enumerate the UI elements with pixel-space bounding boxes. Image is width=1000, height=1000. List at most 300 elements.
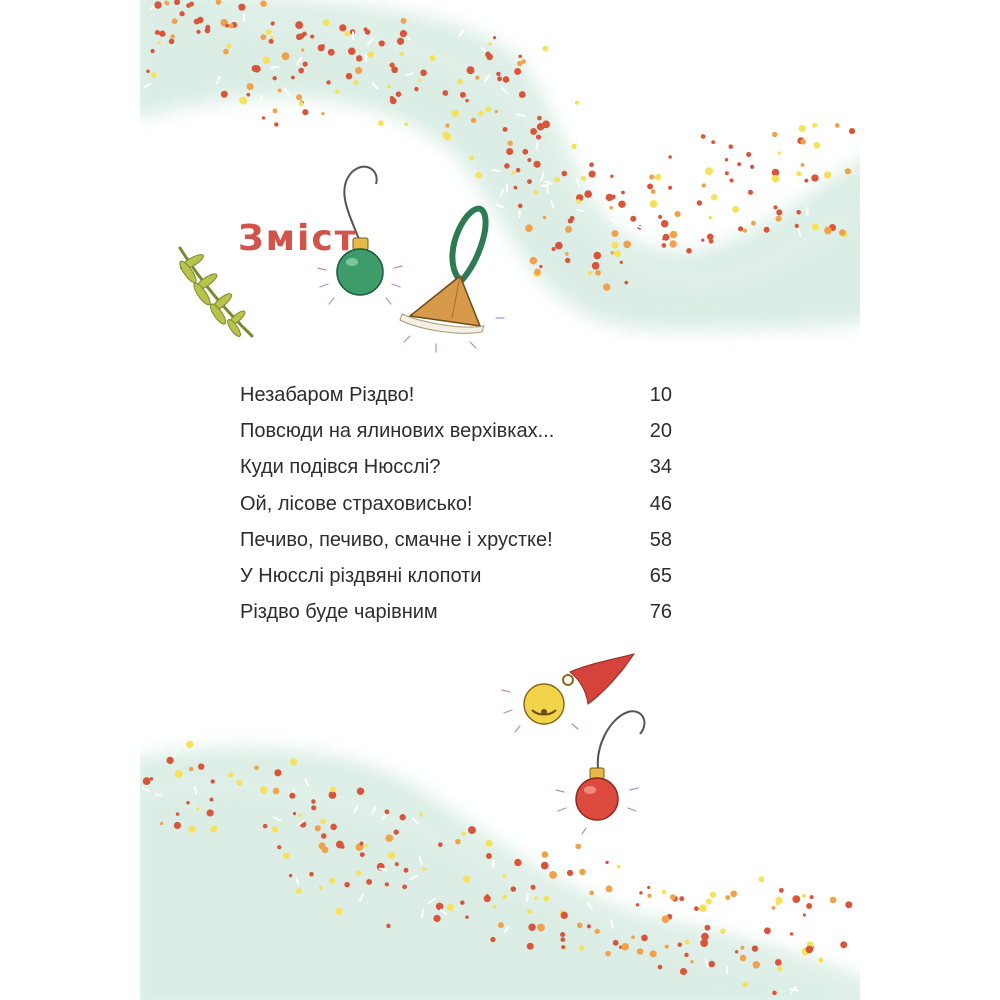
confetti-dot [575,101,579,105]
confetti-dot [725,171,729,175]
confetti-dot [422,910,423,917]
confetti-dot [389,62,394,67]
confetti-dot [835,123,840,128]
confetti-dot [198,763,204,769]
confetti-dot [404,868,409,873]
confetti-dot [504,163,510,169]
confetti-dot [356,871,361,876]
confetti-dot [799,125,806,132]
confetti-dot [641,935,648,942]
confetti-dot [605,861,608,864]
confetti-dot [329,878,335,884]
confetti-dot [386,924,390,928]
confetti-dot [318,44,325,51]
confetti-dot [274,769,281,776]
confetti-dot [175,770,183,778]
confetti-dot [746,152,751,157]
confetti-dot [221,91,228,98]
pine-sprig-icon [177,248,252,338]
toc-entry-title: Незабаром Різдво! [240,384,415,406]
confetti-dot [186,741,193,748]
confetti-dot [430,55,436,61]
confetti-dot [273,788,280,795]
confetti-dot [612,230,619,237]
confetti-dot [238,4,245,11]
confetti-dot [277,845,281,849]
confetti-dot [662,890,667,895]
confetti-dot [764,927,771,934]
confetti-dot [849,128,855,134]
confetti-dot [617,865,621,869]
confetti-dot [680,968,687,975]
confetti-dot [847,925,848,932]
confetti-dot [658,965,663,970]
confetti-dot [795,224,799,228]
confetti-dot [565,258,570,263]
confetti-dot [730,178,734,182]
confetti-dot [239,97,247,105]
confetti-dot [348,47,355,54]
confetti-dot [587,924,591,928]
bottom-glitter-ribbon [140,748,860,1000]
confetti-dot [777,966,783,972]
confetti-dot [356,55,363,62]
confetti-dot [521,59,526,64]
confetti-dot [764,227,770,233]
confetti-dot [189,767,194,772]
confetti-dot [246,93,250,97]
confetti-dot [812,123,817,128]
confetti-dot [335,89,339,93]
confetti-dot [420,70,427,77]
toc-entry-page: 46 [649,492,672,515]
confetti-dot [433,915,440,922]
confetti-dot [824,171,831,178]
confetti-dot [588,271,593,276]
confetti-dot [735,950,738,953]
confetti-dot [818,958,823,963]
confetti-dot [379,40,385,46]
confetti-dot [536,135,541,140]
confetti-dot [611,242,618,249]
confetti-dot [658,215,662,219]
confetti-dot [800,163,804,167]
confetti-dot [606,885,613,892]
confetti-dot [260,0,267,7]
confetti-dot [442,132,448,138]
confetti-dot [475,172,482,179]
confetti-dot [674,211,680,217]
confetti-dot [447,904,454,911]
confetti-dot [310,35,314,39]
confetti-dot [485,840,492,847]
confetti-dot [360,852,365,857]
confetti-dot [778,151,782,155]
confetti-dot [336,841,344,849]
confetti-dot [775,897,782,904]
confetti-dot [720,928,726,934]
confetti-dot [223,49,229,55]
confetti-dot [516,168,521,173]
confetti-dot [792,895,800,903]
confetti-dot [525,224,533,232]
confetti-dot [840,941,847,948]
confetti-dot [534,190,539,195]
confetti-dot [527,179,532,184]
confetti-dot [561,912,568,919]
confetti-dot [299,33,305,39]
confetti-dot [542,120,550,128]
confetti-dot [290,759,297,766]
confetti-dot [503,127,508,132]
confetti-dot [401,18,407,24]
confetti-dot [810,895,814,899]
confetti-dot [289,874,292,877]
confetti-dot [503,76,510,83]
confetti-dot [283,853,290,860]
confetti-dot [711,146,718,148]
confetti-dot [296,888,302,894]
confetti-dot [503,895,508,900]
confetti-dot [752,945,758,951]
confetti-dot [493,904,497,908]
confetti-dot [384,809,389,814]
confetti-dot [196,30,200,34]
confetti-dot [693,245,700,247]
confetti-dot [388,852,395,859]
confetti-dot [357,788,364,795]
confetti-dot [647,894,651,898]
confetti-dot [210,798,214,802]
confetti-dot [518,204,523,209]
toc-entry[interactable] [240,420,672,456]
confetti-dot [605,951,611,957]
confetti-dot [229,23,234,28]
confetti-dot [560,932,565,937]
confetti-dot [730,891,737,898]
confetti-dot [813,142,820,149]
confetti-dot [662,243,667,248]
confetti-dot [228,772,234,778]
confetti-dot [701,238,704,241]
confetti-dot [471,118,476,123]
confetti-dot [610,195,615,200]
confetti-dot [560,937,565,942]
confetti-dot [445,123,449,127]
confetti-dot [779,888,784,893]
confetti-dot [247,83,254,90]
confetti-dot [414,87,418,91]
confetti-dot [492,170,499,171]
confetti-dot [355,67,362,74]
confetti-dot [205,28,211,34]
confetti-dot [663,234,670,241]
confetti-dot [705,167,713,175]
toc-entry-title: Повсюди на ялинових верхівках... [240,420,555,443]
confetti-dot [565,252,569,256]
confetti-dot [750,165,754,169]
confetti-dot [589,162,594,167]
confetti-dot [684,939,689,944]
confetti-dot [387,85,391,89]
confetti-dot [611,219,617,223]
confetti-dot [160,822,163,825]
confetti-dot [253,65,260,72]
confetti-dot [353,80,358,85]
confetti-dot [506,148,513,155]
toc-entry[interactable] [240,565,672,601]
confetti-dot [493,36,496,39]
confetti-dot [737,162,741,166]
confetti-dot [468,826,476,834]
confetti-dot [315,825,321,831]
confetti-dot [568,218,573,223]
confetti-dot [226,44,231,49]
confetti-dot [225,24,229,28]
confetti-dot [571,144,577,150]
confetti-dot [776,209,782,215]
confetti-dot [438,842,443,847]
confetti-dot [537,924,545,932]
confetti-dot [702,183,706,187]
confetti-dot [323,19,330,26]
toc-entry[interactable] [240,529,672,565]
confetti-dot [278,89,282,93]
confetti-dot [678,942,682,946]
confetti-dot [311,107,316,112]
confetti-dot [705,925,711,931]
confetti-dot [684,953,688,957]
confetti-dot [263,56,270,63]
toc-entry-page: 76 [649,601,672,624]
confetti-dot [796,210,801,215]
toc-entry[interactable] [240,493,672,529]
confetti-dot [830,897,837,904]
cone-ornament-icon [400,209,504,352]
confetti-dot [547,186,548,193]
confetti-dot [330,824,337,831]
confetti-dot [650,950,657,957]
confetti-dot [592,262,600,270]
confetti-dot [261,34,267,40]
confetti-dot [339,24,346,31]
confetti-dot [461,832,465,836]
confetti-dot [452,110,459,117]
confetti-dot [690,960,693,963]
confetti-dot [796,171,801,176]
confetti-dot [751,221,756,226]
confetti-dot [176,812,179,815]
confetti-dot [328,49,335,56]
toc-entry-page: 58 [649,528,672,551]
confetti-dot [530,128,537,135]
confetti-dot [211,779,215,783]
confetti-dot [519,91,526,98]
confetti-dot [522,149,528,155]
confetti-dot [151,72,157,78]
page-title: Зміст [238,218,358,259]
confetti-dot [282,52,290,60]
confetti-dot [164,1,168,5]
confetti-dot [318,842,325,849]
confetti-dot [687,891,691,897]
confetti-dot [697,200,702,205]
confetti-dot [742,982,747,987]
confetti-dot [608,185,614,189]
confetti-dot [630,216,636,222]
confetti-dot [725,158,729,162]
confetti-dot [662,915,670,923]
confetti-dot [668,155,672,159]
confetti-dot [289,793,295,799]
confetti-dot [527,158,531,162]
confetti-dot [701,134,706,139]
confetti-dot [748,190,753,195]
confetti-dot [579,945,584,950]
confetti-dot [636,903,639,906]
toc-entry[interactable] [240,384,672,420]
confetti-dot [647,183,653,189]
confetti-dot [465,99,469,103]
confetti-dot [527,943,534,950]
confetti-dot [812,223,819,230]
confetti-dot [706,898,712,904]
confetti-dot [390,96,394,100]
confetti-dot [186,801,190,805]
confetti-dot [146,69,150,73]
confetti-dot [460,92,466,98]
confetti-dot [296,94,302,100]
confetti-dot [541,862,549,870]
confetti-dot [293,812,296,815]
confetti-dot [189,2,194,7]
confetti-dot [711,194,717,200]
confetti-dot [679,896,684,901]
toc-entry-title: У Нюсслі різдвяні клопоти [240,564,482,587]
confetti-dot [158,41,161,44]
confetti-dot [806,946,814,954]
confetti-dot [610,175,613,178]
confetti-dot [732,206,739,213]
toc-entry-page: 65 [649,564,672,587]
confetti-dot [639,891,642,894]
confetti-dot [710,892,716,898]
confetti-dot [170,34,175,39]
confetti-dot [329,791,337,799]
confetti-dot [400,814,406,820]
confetti-dot [609,206,613,210]
confetti-dot [641,229,642,236]
confetti-dot [706,960,707,967]
confetti-dot [576,199,581,204]
confetti-dot [711,140,715,144]
confetti-dot [486,853,492,859]
confetti-dot [302,109,308,115]
confetti-dot [495,110,498,113]
confetti-dot [701,933,709,941]
confetti-dot [396,91,402,97]
confetti-dot [291,76,295,80]
confetti-dot [621,943,628,950]
confetti-dot [311,799,315,803]
confetti-dot [668,186,672,190]
confetti-dot [303,61,308,66]
confetti-dot [166,757,173,764]
confetti-dot [531,885,536,890]
confetti-dot [295,21,303,29]
confetti-dot [455,839,461,845]
confetti-dot [463,876,470,883]
confetti-dot [631,935,635,939]
confetti-dot [210,825,217,832]
confetti-dot [436,903,444,911]
confetti-dot [143,777,151,785]
toc-entry-title: Ой, лісове страховисько! [240,492,473,515]
confetti-dot [311,805,316,810]
confetti-dot [301,48,304,51]
confetti-dot [346,73,353,80]
confetti-dot [661,220,669,228]
toc-entry-page: 34 [649,456,672,479]
confetti-dot [647,886,650,889]
toc-entry[interactable] [240,456,672,492]
confetti-dot [151,49,155,53]
confetti-dot [620,261,623,264]
confetti-dot [543,46,549,52]
confetti-dot [790,932,793,935]
toc-entry[interactable] [240,601,672,637]
confetti-dot [478,111,483,116]
confetti-dot [555,242,563,250]
confetti-dot [418,78,421,81]
confetti-dot [751,937,758,938]
confetti-dot [272,76,276,80]
confetti-dot [539,265,542,268]
confetti-dot [799,929,806,930]
confetti-dot [508,141,513,146]
confetti-dot [378,120,384,126]
confetti-dot [502,874,506,878]
confetti-dot [584,190,592,198]
confetti-dot [155,794,162,795]
confetti-dot [686,248,692,254]
confetti-dot [196,807,199,810]
confetti-dot [514,186,518,190]
confetti-dot [543,216,547,220]
confetti-dot [197,17,203,23]
confetti-dot [298,814,301,817]
table-of-contents [240,384,672,637]
confetti-dot [708,961,715,968]
confetti-dot [548,80,555,81]
confetti-dot [637,948,644,955]
confetti-dot [772,991,777,996]
toc-entry-title: Печиво, печиво, смачне і хрустке! [240,528,553,551]
confetti-dot [759,876,765,882]
confetti-dot [613,940,619,946]
confetti-dot [271,67,278,68]
confetti-dot [575,844,581,850]
confetti-dot [404,122,408,126]
confetti-dot [488,42,491,45]
confetti-dot [534,161,541,168]
confetti-dot [321,833,327,839]
confetti-dot [497,76,502,81]
confetti-dot [800,139,806,145]
toc-entry-title: Куди подівся Нюсслі? [240,456,441,479]
confetti-dot [368,51,374,57]
confetti-dot [299,101,304,106]
